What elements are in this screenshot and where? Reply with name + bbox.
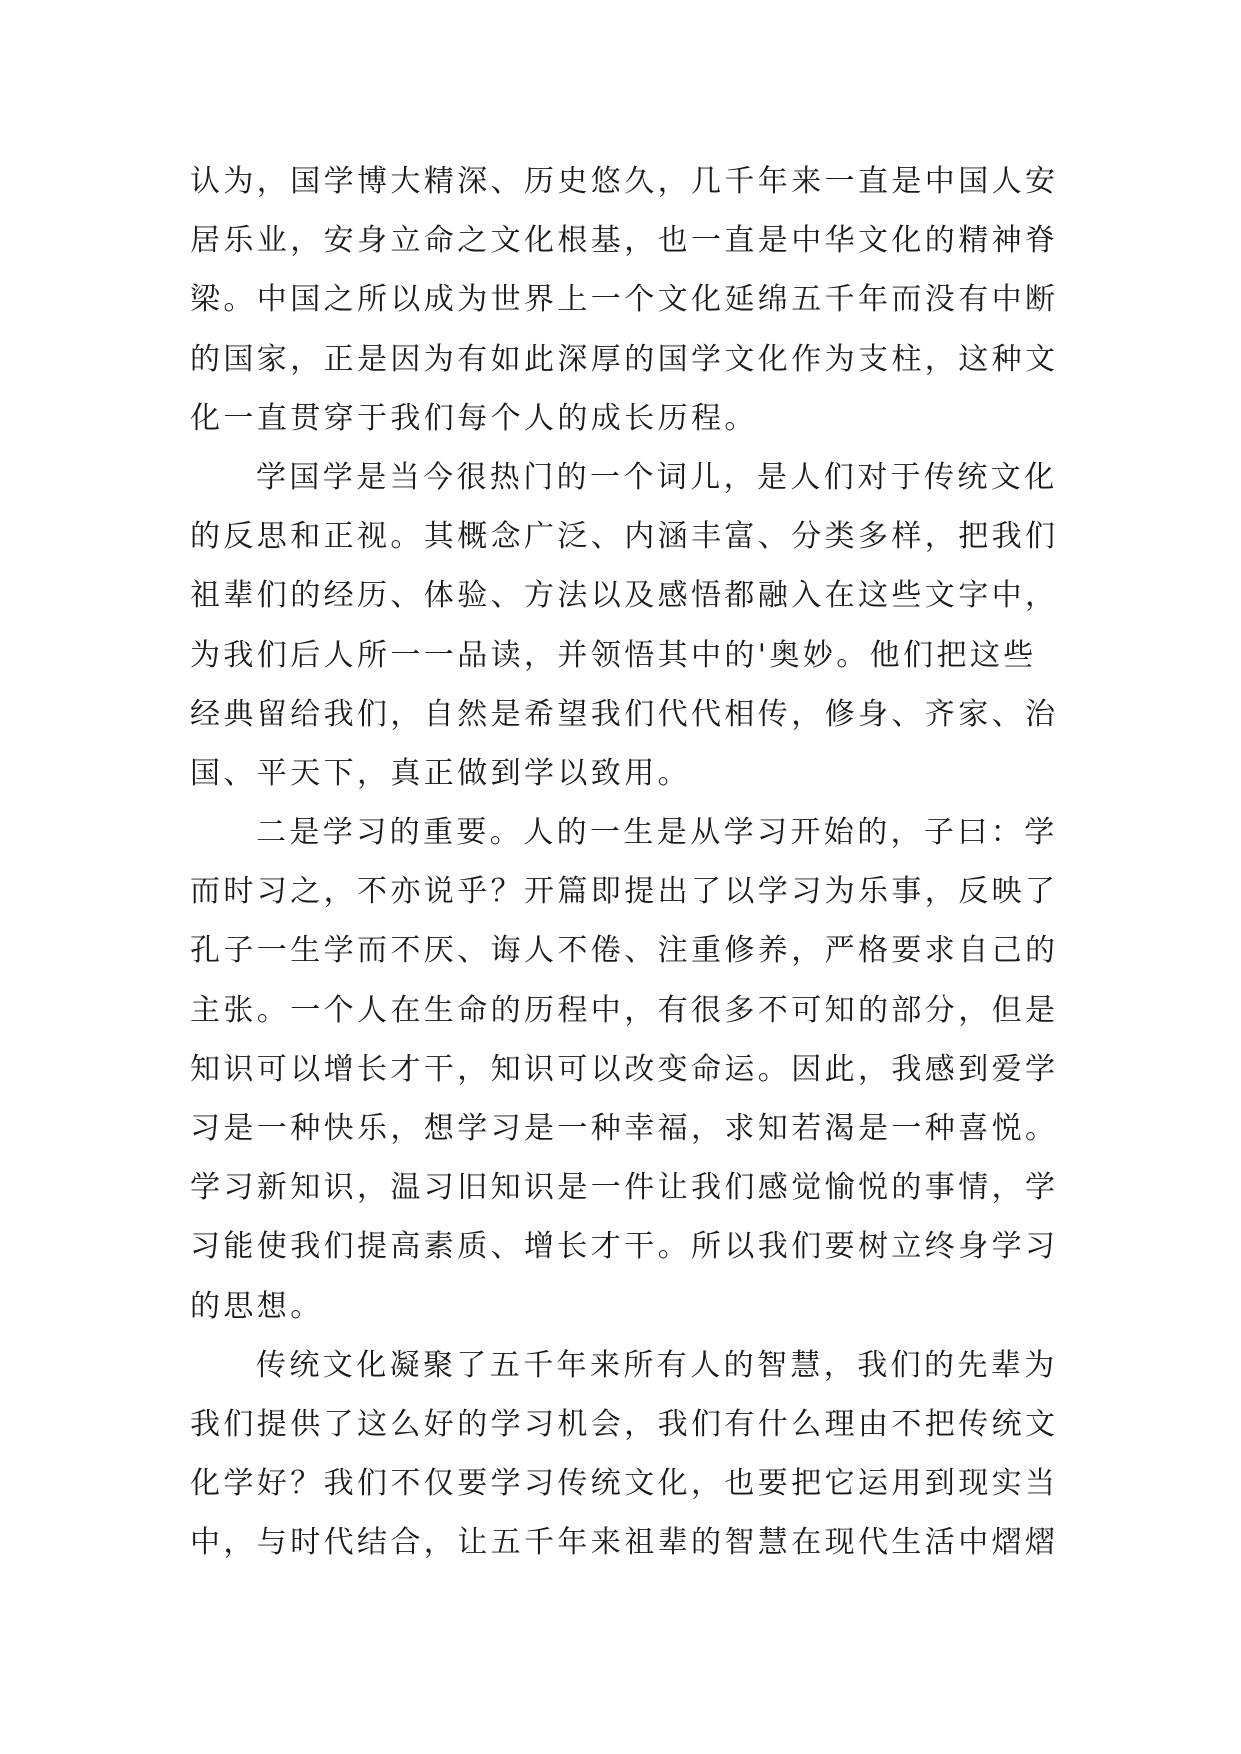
paragraph-first-line: 传统文化凝聚了五千年来所有人的智慧，我们的先辈为 (256, 1347, 1058, 1383)
text-line: 认为，国学博大精深、历史悠久，几千年来一直是中国人安 (190, 164, 1059, 199)
text-line: 经典留给我们，自然是希望我们代代相传，修身、齐家、治 (190, 696, 1059, 732)
text-line: 习是一种快乐，想学习是一种幸福，求知若渴是一种喜悦。 (190, 1111, 1059, 1146)
text-line: 化一直贯穿于我们每个人的成长历程。 (190, 400, 758, 436)
text-line: 而时习之，不亦说乎？开篇即提出了以学习为乐事，反映了 (190, 874, 1059, 910)
text-line: 知识可以增长才干，知识可以改变命运。因此，我感到爱学 (190, 1051, 1059, 1087)
text-line: 主张。一个人在生命的历程中，有很多不可知的部分，但是 (190, 992, 1059, 1028)
text-line: 国、平天下，真正做到学以致用。 (190, 755, 691, 791)
paragraph-first-line: 学国学是当今很热门的一个词儿，是人们对于传统文化 (256, 459, 1058, 495)
text-line: 为我们后人所一一品读，并领悟其中的'奥妙。他们把这些 (190, 637, 1037, 673)
text-line: 梁。中国之所以成为世界上一个文化延绵五千年而没有中断 (190, 282, 1059, 318)
text-line: 孔子一生学而不厌、诲人不倦、注重修养，严格要求自己的 (190, 933, 1059, 969)
text-line: 的思想。 (190, 1288, 324, 1324)
paragraph-first-line: 二是学习的重要。人的一生是从学习开始的，子曰：学 (256, 815, 1058, 851)
text-line: 化学好？我们不仅要学习传统文化，也要把它运用到现实当 (190, 1466, 1059, 1502)
text-line: 祖辈们的经历、体验、方法以及感悟都融入在这些文字中， (190, 578, 1059, 614)
text-line: 中，与时代结合，让五千年来祖辈的智慧在现代生活中熠熠 (190, 1525, 1059, 1561)
text-line: 的国家，正是因为有如此深厚的国学文化作为支柱，这种文 (190, 341, 1059, 377)
body-text (190, 152, 1059, 1573)
text-line: 居乐业，安身立命之文化根基，也一直是中华文化的精神脊 (190, 223, 1059, 259)
text-line: 我们提供了这么好的学习机会，我们有什么理由不把传统文 (190, 1406, 1059, 1442)
text-line: 的反思和正视。其概念广泛、内涵丰富、分类多样，把我们 (190, 519, 1059, 555)
text-line: 学习新知识，温习旧知识是一件让我们感觉愉悦的事情，学 (190, 1170, 1059, 1206)
text-line: 习能使我们提高素质、增长才干。所以我们要树立终身学习 (190, 1229, 1059, 1265)
